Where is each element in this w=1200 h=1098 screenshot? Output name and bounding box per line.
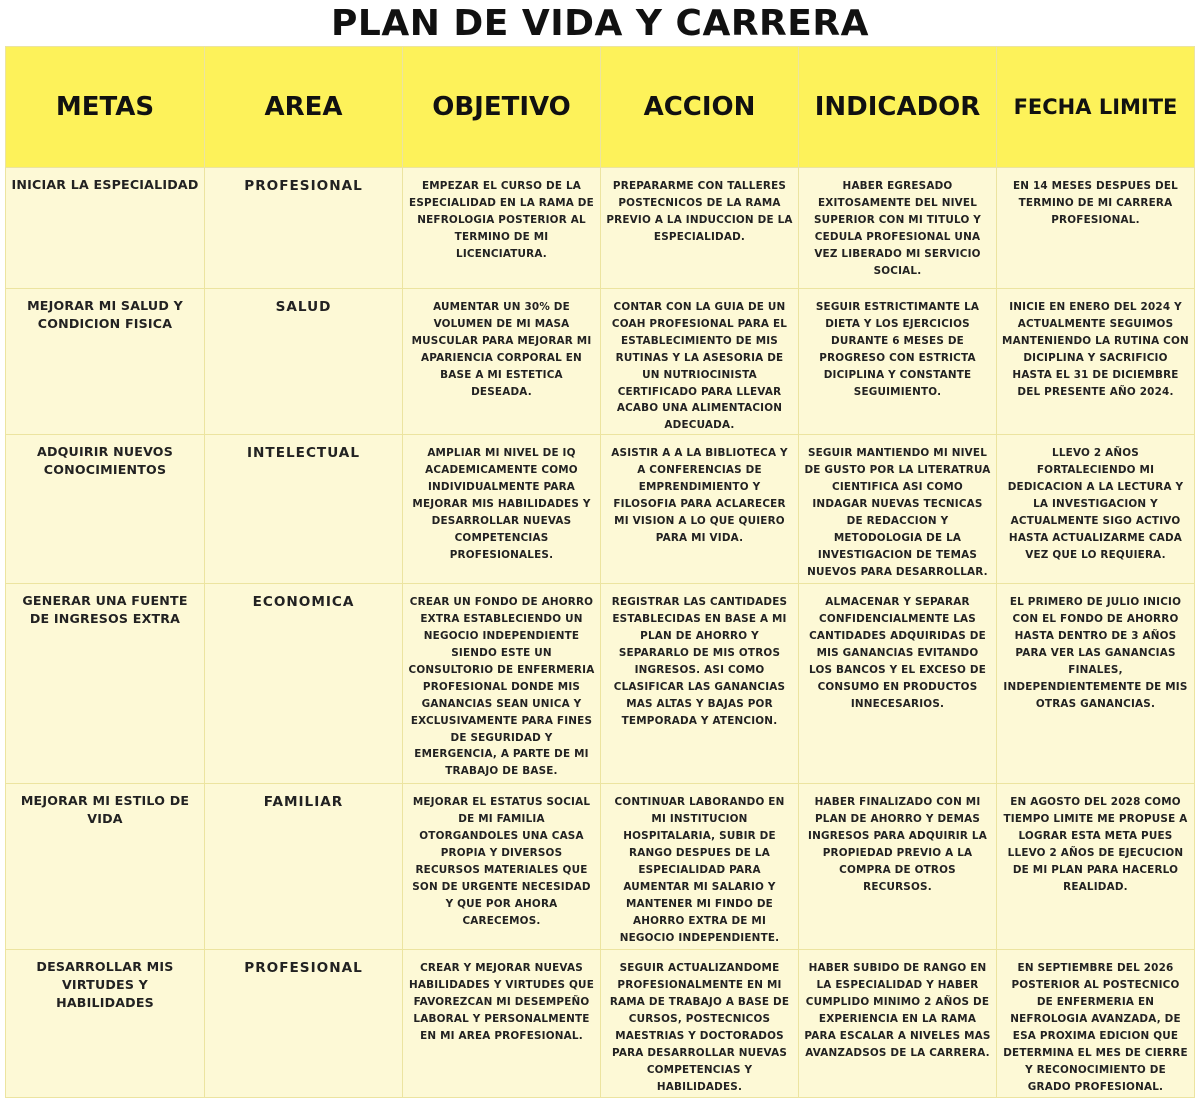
cell-fecha: INICIE EN ENERO DEL 2024 Y ACTUALMENTE SEGUIMOS MANTENIENDO LA RUTINA CON DICIPLINA Y SACRIFICIO HASTA EL 31 DE DICIEMBRE DEL PRESENTE AÑO 2024.: [997, 289, 1195, 435]
header-fecha-limite: FECHA LIMITE: [997, 47, 1195, 168]
cell-objetivo: AUMENTAR UN 30% DE VOLUMEN DE MI MASA MUSCULAR PARA MEJORAR MI APARIENCIA CORPORAL EN BASE A MI ESTETICA DESEADA.: [403, 289, 601, 435]
cell-indicador: ALMACENAR Y SEPARAR CONFIDENCIALMENTE LAS CANTIDADES ADQUIRIDAS DE MIS GANANCIAS EVITANDO LOS BANCOS Y EL EXCESO DE CONSUMO EN PRODUCTOS INNECESARIOS.: [799, 584, 997, 784]
header-indicador: INDICADOR: [799, 47, 997, 168]
cell-meta: MEJORAR MI ESTILO DE VIDA: [6, 784, 205, 950]
cell-area: INTELECTUAL: [205, 435, 403, 584]
header-row: [6, 47, 1195, 168]
table-row: [6, 435, 1195, 584]
cell-meta: DESARROLLAR MIS VIRTUDES Y HABILIDADES: [6, 950, 205, 1098]
cell-objetivo: CREAR UN FONDO DE AHORRO EXTRA ESTABLECIENDO UN NEGOCIO INDEPENDIENTE SIENDO ESTE UN CONSULTORIO DE ENFERMERIA PROFESIONAL DONDE MIS GANANCIAS SEAN UNICA Y EXCLUSIVAMENTE PARA FINES DE SEGURIDAD Y EMERGENCIA, A PARTE DE MI TRABAJO DE BASE.: [403, 584, 601, 784]
cell-objetivo: CREAR Y MEJORAR NUEVAS HABILIDADES Y VIRTUDES QUE FAVOREZCAN MI DESEMPEÑO LABORAL Y PERSONALMENTE EN MI AREA PROFESIONAL.: [403, 950, 601, 1098]
cell-accion: REGISTRAR LAS CANTIDADES ESTABLECIDAS EN BASE A MI PLAN DE AHORRO Y SEPARARLO DE MIS OTROS INGRESOS. ASI COMO CLASIFICAR LAS GANANCIAS MAS ALTAS Y BAJAS POR TEMPORADA Y ATENCION.: [601, 584, 799, 784]
cell-indicador: SEGUIR ESTRICTIMANTE LA DIETA Y LOS EJERCICIOS DURANTE 6 MESES DE PROGRESO CON ESTRICTA DICIPLINA Y CONSTANTE SEGUIMIENTO.: [799, 289, 997, 435]
page-title: PLAN DE VIDA Y CARRERA: [331, 3, 869, 44]
cell-objetivo: MEJORAR EL ESTATUS SOCIAL DE MI FAMILIA OTORGANDOLES UNA CASA PROPIA Y DIVERSOS RECURSOS MATERIALES QUE SON DE URGENTE NECESIDAD Y QUE POR AHORA CARECEMOS.: [403, 784, 601, 950]
cell-accion: ASISTIR A A LA BIBLIOTECA Y A CONFERENCIAS DE EMPRENDIMIENTO Y FILOSOFIA PARA ACLARECER MI VISION A LO QUE QUIERO PARA MI VIDA.: [601, 435, 799, 584]
header-objetivo: OBJETIVO: [403, 47, 601, 168]
table-row: [6, 784, 1195, 950]
cell-objetivo: AMPLIAR MI NIVEL DE IQ ACADEMICAMENTE COMO INDIVIDUALMENTE PARA MEJORAR MIS HABILIDADES Y DESARROLLAR NUEVAS COMPETENCIAS PROFESIONALES.: [403, 435, 601, 584]
cell-accion: CONTAR CON LA GUIA DE UN COAH PROFESIONAL PARA EL ESTABLECIMIENTO DE MIS RUTINAS Y LA ASESORIA DE UN NUTRIOCINISTA CERTIFICADO PARA LLEVAR ACABO UNA ALIMENTACION ADECUADA.: [601, 289, 799, 435]
cell-meta: INICIAR LA ESPECIALIDAD: [6, 168, 205, 289]
cell-fecha: LLEVO 2 AÑOS FORTALECIENDO MI DEDICACION A LA LECTURA Y LA INVESTIGACION Y ACTUALMENTE SIGO ACTIVO HASTA ACTUALIZARME CADA VEZ QUE LO REQUIERA.: [997, 435, 1195, 584]
table-row: [6, 168, 1195, 289]
cell-indicador: HABER FINALIZADO CON MI PLAN DE AHORRO Y DEMAS INGRESOS PARA ADQUIRIR LA PROPIEDAD PREVIO A LA COMPRA DE OTROS RECURSOS.: [799, 784, 997, 950]
cell-area: SALUD: [205, 289, 403, 435]
header-area: AREA: [205, 47, 403, 168]
cell-area: ECONOMICA: [205, 584, 403, 784]
plan-table: [5, 46, 1195, 1098]
header-metas: METAS: [6, 47, 205, 168]
table-row: [6, 584, 1195, 784]
cell-area: PROFESIONAL: [205, 168, 403, 289]
cell-fecha: EN 14 MESES DESPUES DEL TERMINO DE MI CARRERA PROFESIONAL.: [997, 168, 1195, 289]
cell-fecha: EN AGOSTO DEL 2028 COMO TIEMPO LIMITE ME PROPUSE A LOGRAR ESTA META PUES LLEVO 2 AÑOS DE EJECUCION DE MI PLAN PARA HACERLO REALIDAD.: [997, 784, 1195, 950]
cell-indicador: HABER EGRESADO EXITOSAMENTE DEL NIVEL SUPERIOR CON MI TITULO Y CEDULA PROFESIONAL UNA VEZ LIBERADO MI SERVICIO SOCIAL.: [799, 168, 997, 289]
cell-meta: ADQUIRIR NUEVOS CONOCIMIENTOS: [6, 435, 205, 584]
header-accion: ACCION: [601, 47, 799, 168]
cell-accion: CONTINUAR LABORANDO EN MI INSTITUCION HOSPITALARIA, SUBIR DE RANGO DESPUES DE LA ESPECIALIDAD PARA AUMENTAR MI SALARIO Y MANTENER MI FINDO DE AHORRO EXTRA DE MI NEGOCIO INDEPENDIENTE.: [601, 784, 799, 950]
table-row: [6, 289, 1195, 435]
cell-area: FAMILIAR: [205, 784, 403, 950]
cell-meta: MEJORAR MI SALUD Y CONDICION FISICA: [6, 289, 205, 435]
cell-fecha: EN SEPTIEMBRE DEL 2026 POSTERIOR AL POSTECNICO DE ENFERMERIA EN NEFROLOGIA AVANZADA, DE ESA PROXIMA EDICION QUE DETERMINA EL MES DE CIERRE Y RECONOCIMIENTO DE GRADO PROFESIONAL.: [997, 950, 1195, 1098]
cell-fecha: EL PRIMERO DE JULIO INICIO CON EL FONDO DE AHORRO HASTA DENTRO DE 3 AÑOS PARA VER LAS GANANCIAS FINALES, INDEPENDIENTEMENTE DE MIS OTRAS GANANCIAS.: [997, 584, 1195, 784]
cell-accion: PREPARARME CON TALLERES POSTECNICOS DE LA RAMA PREVIO A LA INDUCCION DE LA ESPECIALIDAD.: [601, 168, 799, 289]
cell-area: PROFESIONAL: [205, 950, 403, 1098]
cell-indicador: SEGUIR MANTIENDO MI NIVEL DE GUSTO POR LA LITERATRUA CIENTIFICA ASI COMO INDAGAR NUEVAS TECNICAS DE REDACCION Y METODOLOGIA DE LA INVESTIGACION DE TEMAS NUEVOS PARA DESARROLLAR.: [799, 435, 997, 584]
cell-objetivo: EMPEZAR EL CURSO DE LA ESPECIALIDAD EN LA RAMA DE NEFROLOGIA POSTERIOR AL TERMINO DE MI LICENCIATURA.: [403, 168, 601, 289]
cell-accion: SEGUIR ACTUALIZANDOME PROFESIONALMENTE EN MI RAMA DE TRABAJO A BASE DE CURSOS, POSTECNICOS MAESTRIAS Y DOCTORADOS PARA DESARROLLAR NUEVAS COMPETENCIAS Y HABILIDADES.: [601, 950, 799, 1098]
cell-indicador: HABER SUBIDO DE RANGO EN LA ESPECIALIDAD Y HABER CUMPLIDO MINIMO 2 AÑOS DE EXPERIENCIA EN LA RAMA PARA ESCALAR A NIVELES MAS AVANZADSOS DE LA CARRERA.: [799, 950, 997, 1098]
cell-meta: GENERAR UNA FUENTE DE INGRESOS EXTRA: [6, 584, 205, 784]
table-row: [6, 950, 1195, 1098]
